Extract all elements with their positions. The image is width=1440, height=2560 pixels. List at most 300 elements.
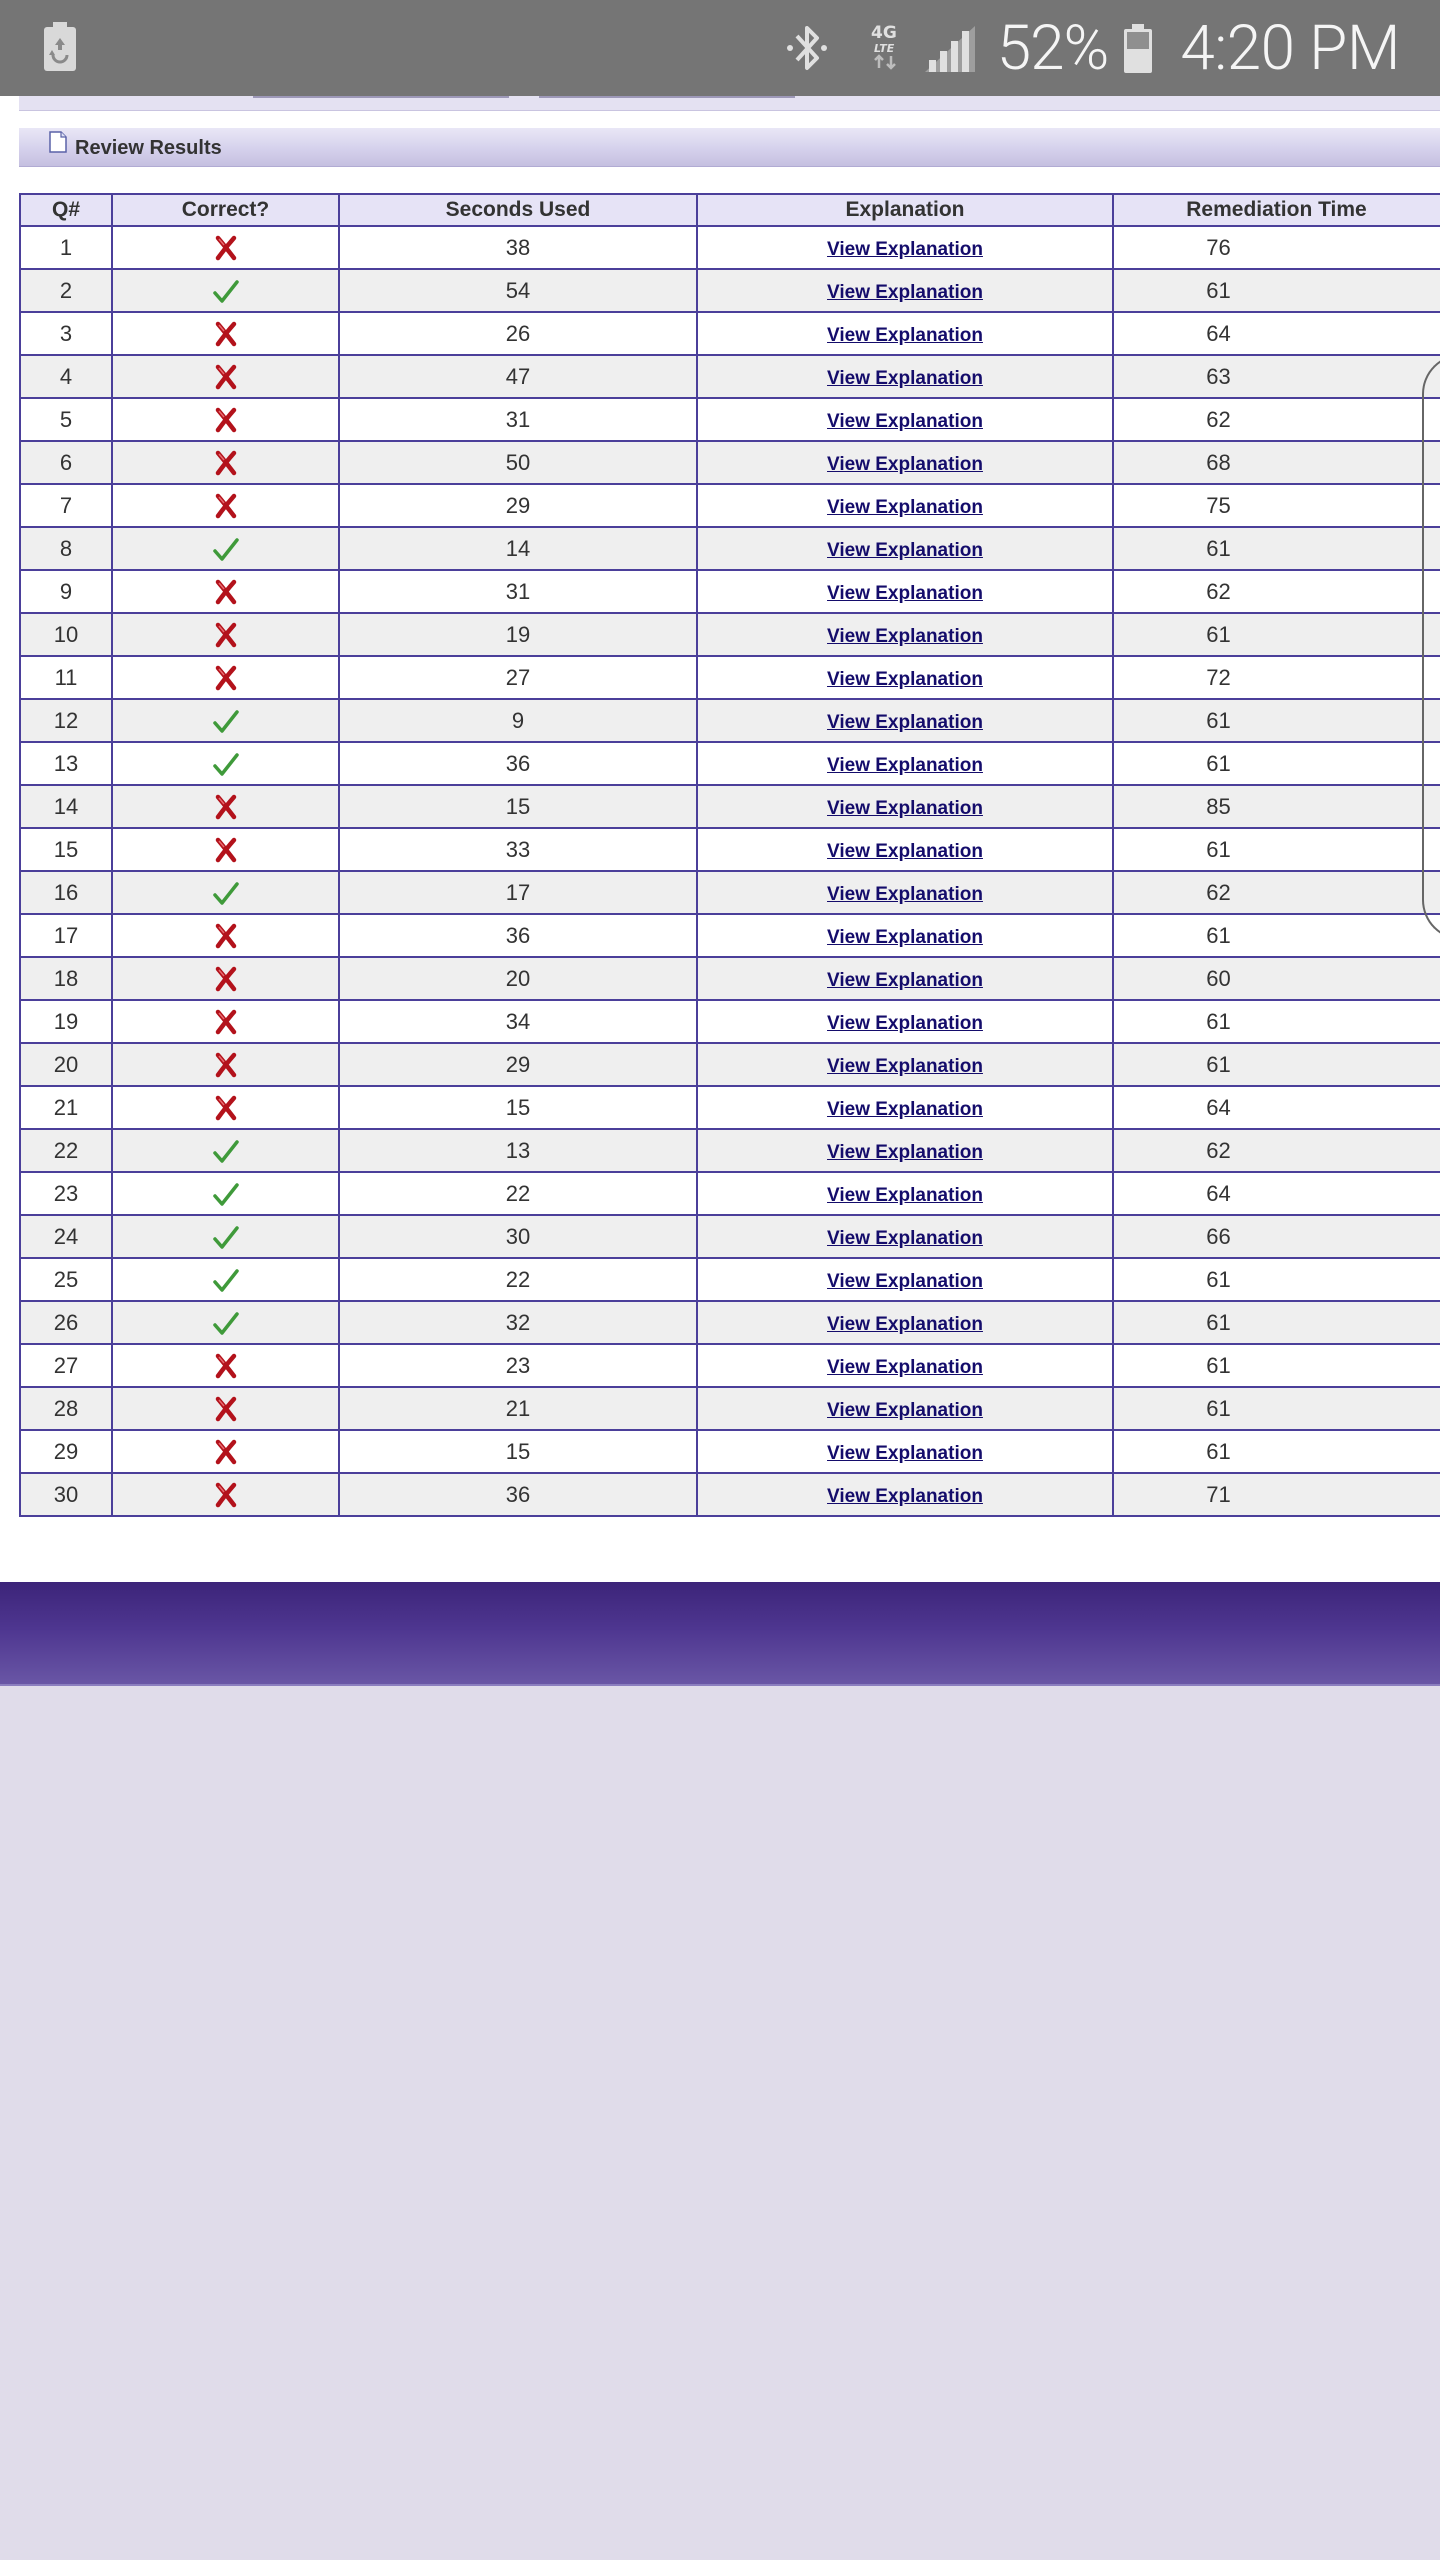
incorrect-x-icon xyxy=(214,579,238,605)
seconds-used-cell: 9 xyxy=(339,699,697,742)
bluetooth-icon xyxy=(785,20,829,76)
remediation-time-value: 62 xyxy=(1206,406,1231,432)
explanation-cell xyxy=(697,355,1113,398)
remediation-time-value: 61 xyxy=(1206,277,1231,303)
table-row xyxy=(20,1258,1440,1301)
footer-band xyxy=(0,1582,1440,1686)
remediation-time-cell xyxy=(1113,398,1440,441)
explanation-cell xyxy=(697,1430,1113,1473)
question-number-cell: 5 xyxy=(20,398,112,441)
correct-check-icon xyxy=(213,882,239,906)
question-number-cell: 30 xyxy=(20,1473,112,1516)
remediation-time-cell xyxy=(1113,1215,1440,1258)
table-row xyxy=(20,1000,1440,1043)
remediation-time-cell xyxy=(1113,699,1440,742)
correct-cell xyxy=(112,1258,339,1301)
question-number-cell: 17 xyxy=(20,914,112,957)
incorrect-x-icon xyxy=(214,923,238,949)
view-explanation-link[interactable]: View Explanation xyxy=(827,1098,983,1120)
view-explanation-link[interactable]: View Explanation xyxy=(827,1055,983,1077)
incorrect-x-icon xyxy=(214,1353,238,1379)
correct-check-icon xyxy=(213,753,239,777)
table-row xyxy=(20,1344,1440,1387)
remediation-time-value: 64 xyxy=(1206,1094,1231,1120)
question-number-cell: 19 xyxy=(20,1000,112,1043)
remediation-time-cell xyxy=(1113,914,1440,957)
explanation-cell xyxy=(697,441,1113,484)
correct-cell xyxy=(112,656,339,699)
question-number-cell: 13 xyxy=(20,742,112,785)
explanation-cell xyxy=(697,1086,1113,1129)
seconds-used-cell: 36 xyxy=(339,1473,697,1516)
seconds-used-cell: 29 xyxy=(339,484,697,527)
view-explanation-link[interactable]: View Explanation xyxy=(827,840,983,862)
question-number-cell: 18 xyxy=(20,957,112,1000)
table-row xyxy=(20,1086,1440,1129)
footer-highlight xyxy=(0,1684,1440,1686)
table-row xyxy=(20,269,1440,312)
table-row xyxy=(20,742,1440,785)
question-number-cell: 10 xyxy=(20,613,112,656)
incorrect-x-icon xyxy=(214,966,238,992)
incorrect-x-icon xyxy=(214,321,238,347)
explanation-cell xyxy=(697,527,1113,570)
correct-cell xyxy=(112,957,339,1000)
view-explanation-link[interactable]: View Explanation xyxy=(827,1012,983,1034)
seconds-used-cell: 36 xyxy=(339,742,697,785)
remediation-time-cell xyxy=(1113,1043,1440,1086)
table-row xyxy=(20,871,1440,914)
remediation-time-cell xyxy=(1113,828,1440,871)
correct-cell xyxy=(112,1473,339,1516)
correct-cell xyxy=(112,269,339,312)
battery-saver-icon xyxy=(42,22,78,72)
correct-cell xyxy=(112,742,339,785)
correct-cell xyxy=(112,699,339,742)
correct-cell xyxy=(112,1086,339,1129)
table-row xyxy=(20,570,1440,613)
correct-check-icon xyxy=(213,1269,239,1293)
seconds-used-cell: 30 xyxy=(339,1215,697,1258)
page-content xyxy=(0,96,1440,1582)
remediation-time-cell xyxy=(1113,441,1440,484)
results-table xyxy=(19,193,1440,1517)
correct-cell xyxy=(112,226,339,269)
incorrect-x-icon xyxy=(214,450,238,476)
correct-check-icon xyxy=(213,710,239,734)
explanation-cell xyxy=(697,269,1113,312)
battery-percent: 52% xyxy=(996,11,1109,85)
table-row xyxy=(20,312,1440,355)
view-explanation-link[interactable]: View Explanation xyxy=(827,453,983,475)
view-explanation-link[interactable]: View Explanation xyxy=(827,367,983,389)
results-table-container[interactable] xyxy=(19,193,1440,1621)
correct-cell xyxy=(112,398,339,441)
remediation-time-cell xyxy=(1113,355,1440,398)
remediation-time-cell xyxy=(1113,1086,1440,1129)
correct-cell xyxy=(112,871,339,914)
remediation-time-cell xyxy=(1113,1000,1440,1043)
seconds-used-cell: 31 xyxy=(339,570,697,613)
header-correct: Correct? xyxy=(112,194,339,226)
question-number-cell: 1 xyxy=(20,226,112,269)
remediation-time-value: 64 xyxy=(1206,1180,1231,1206)
battery-icon xyxy=(1122,20,1154,76)
incorrect-x-icon xyxy=(214,1009,238,1035)
seconds-used-cell: 32 xyxy=(339,1301,697,1344)
incorrect-x-icon xyxy=(214,407,238,433)
remediation-time-value: 61 xyxy=(1206,836,1231,862)
view-explanation-link[interactable]: View Explanation xyxy=(827,1227,983,1249)
header-seconds-used: Seconds Used xyxy=(339,194,697,226)
view-explanation-link[interactable]: View Explanation xyxy=(827,539,983,561)
correct-cell xyxy=(112,1172,339,1215)
question-number-cell: 11 xyxy=(20,656,112,699)
seconds-used-cell: 29 xyxy=(339,1043,697,1086)
seconds-used-cell: 33 xyxy=(339,828,697,871)
seconds-used-cell: 22 xyxy=(339,1172,697,1215)
seconds-used-cell: 50 xyxy=(339,441,697,484)
correct-cell xyxy=(112,1344,339,1387)
correct-cell xyxy=(112,1301,339,1344)
question-number-cell: 29 xyxy=(20,1430,112,1473)
header-explanation: Explanation xyxy=(697,194,1113,226)
remediation-time-cell xyxy=(1113,656,1440,699)
seconds-used-cell: 14 xyxy=(339,527,697,570)
remediation-time-value: 61 xyxy=(1206,1051,1231,1077)
view-explanation-link[interactable]: View Explanation xyxy=(827,711,983,733)
seconds-used-cell: 21 xyxy=(339,1387,697,1430)
explanation-cell xyxy=(697,1344,1113,1387)
table-row xyxy=(20,1215,1440,1258)
question-number-cell: 3 xyxy=(20,312,112,355)
remediation-time-value: 61 xyxy=(1206,1008,1231,1034)
panel-title: Review Results xyxy=(75,137,222,159)
correct-cell xyxy=(112,312,339,355)
explanation-cell xyxy=(697,828,1113,871)
explanation-cell xyxy=(697,484,1113,527)
view-explanation-link[interactable]: View Explanation xyxy=(827,496,983,518)
table-row xyxy=(20,914,1440,957)
table-row xyxy=(20,957,1440,1000)
remediation-time-cell xyxy=(1113,1172,1440,1215)
incorrect-x-icon xyxy=(214,1439,238,1465)
seconds-used-cell: 15 xyxy=(339,1430,697,1473)
table-row xyxy=(20,1129,1440,1172)
explanation-cell xyxy=(697,742,1113,785)
table-row xyxy=(20,527,1440,570)
question-number-cell: 28 xyxy=(20,1387,112,1430)
explanation-cell xyxy=(697,785,1113,828)
question-number-cell: 8 xyxy=(20,527,112,570)
explanation-cell xyxy=(697,1129,1113,1172)
header-remediation-time xyxy=(1113,194,1440,226)
view-explanation-link[interactable]: View Explanation xyxy=(827,410,983,432)
incorrect-x-icon xyxy=(214,1052,238,1078)
explanation-cell xyxy=(697,1258,1113,1301)
incorrect-x-icon xyxy=(214,364,238,390)
results-table-body xyxy=(20,226,1440,1516)
seconds-used-cell: 54 xyxy=(339,269,697,312)
view-explanation-link[interactable]: View Explanation xyxy=(827,281,983,303)
view-explanation-link[interactable]: View Explanation xyxy=(827,625,983,647)
view-explanation-link[interactable]: View Explanation xyxy=(827,926,983,948)
remediation-time-value: 61 xyxy=(1206,621,1231,647)
table-row xyxy=(20,828,1440,871)
correct-check-icon xyxy=(213,538,239,562)
seconds-used-cell: 36 xyxy=(339,914,697,957)
correct-cell xyxy=(112,1215,339,1258)
explanation-cell xyxy=(697,957,1113,1000)
remediation-time-cell xyxy=(1113,1473,1440,1516)
view-explanation-link[interactable]: View Explanation xyxy=(827,324,983,346)
remediation-time-cell xyxy=(1113,871,1440,914)
side-bracket-graphic xyxy=(1422,354,1440,940)
remediation-time-value: 61 xyxy=(1206,535,1231,561)
remediation-time-cell xyxy=(1113,570,1440,613)
correct-cell xyxy=(112,570,339,613)
view-explanation-link[interactable]: View Explanation xyxy=(827,1270,983,1292)
correct-cell xyxy=(112,1043,339,1086)
correct-cell xyxy=(112,1430,339,1473)
remediation-time-cell xyxy=(1113,1129,1440,1172)
correct-cell xyxy=(112,613,339,656)
remediation-time-cell xyxy=(1113,269,1440,312)
explanation-cell xyxy=(697,570,1113,613)
correct-cell xyxy=(112,828,339,871)
correct-cell xyxy=(112,355,339,398)
remediation-time-value: 61 xyxy=(1206,707,1231,733)
remediation-time-value: 85 xyxy=(1206,793,1231,819)
question-number-cell: 7 xyxy=(20,484,112,527)
question-number-cell: 20 xyxy=(20,1043,112,1086)
table-header-row xyxy=(20,194,1440,226)
tab-edge xyxy=(539,96,795,98)
remediation-time-value: 75 xyxy=(1206,492,1231,518)
header-remediation-label: Remediation Time xyxy=(1186,198,1367,221)
remediation-time-cell xyxy=(1113,1258,1440,1301)
question-number-cell: 16 xyxy=(20,871,112,914)
incorrect-x-icon xyxy=(214,1396,238,1422)
question-number-cell: 21 xyxy=(20,1086,112,1129)
review-results-header xyxy=(19,128,1440,167)
question-number-cell: 4 xyxy=(20,355,112,398)
remediation-time-value: 61 xyxy=(1206,1438,1231,1464)
clock-time: 4:20 PM xyxy=(1180,11,1400,85)
remediation-time-value: 61 xyxy=(1206,1395,1231,1421)
table-row xyxy=(20,1430,1440,1473)
explanation-cell xyxy=(697,699,1113,742)
table-row xyxy=(20,1172,1440,1215)
correct-cell xyxy=(112,1129,339,1172)
remediation-time-cell xyxy=(1113,484,1440,527)
remediation-time-cell xyxy=(1113,1387,1440,1430)
question-number-cell: 14 xyxy=(20,785,112,828)
remediation-time-value: 60 xyxy=(1206,965,1231,991)
explanation-cell xyxy=(697,226,1113,269)
remediation-time-value: 66 xyxy=(1206,1223,1231,1249)
seconds-used-cell: 34 xyxy=(339,1000,697,1043)
remediation-time-cell xyxy=(1113,957,1440,1000)
table-row xyxy=(20,398,1440,441)
explanation-cell xyxy=(697,914,1113,957)
seconds-used-cell: 38 xyxy=(339,226,697,269)
remediation-time-value: 61 xyxy=(1206,750,1231,776)
explanation-cell xyxy=(697,1043,1113,1086)
remediation-time-value: 72 xyxy=(1206,664,1231,690)
remediation-time-value: 61 xyxy=(1206,1352,1231,1378)
correct-cell xyxy=(112,914,339,957)
seconds-used-cell: 20 xyxy=(339,957,697,1000)
view-explanation-link[interactable]: View Explanation xyxy=(827,1313,983,1335)
correct-cell xyxy=(112,1387,339,1430)
view-explanation-link[interactable]: View Explanation xyxy=(827,754,983,776)
remediation-time-value: 64 xyxy=(1206,320,1231,346)
question-number-cell: 25 xyxy=(20,1258,112,1301)
question-number-cell: 12 xyxy=(20,699,112,742)
remediation-time-cell xyxy=(1113,1430,1440,1473)
correct-check-icon xyxy=(213,1140,239,1164)
remediation-time-value: 61 xyxy=(1206,1309,1231,1335)
seconds-used-cell: 13 xyxy=(339,1129,697,1172)
seconds-used-cell: 17 xyxy=(339,871,697,914)
table-row xyxy=(20,613,1440,656)
table-row xyxy=(20,484,1440,527)
correct-cell xyxy=(112,441,339,484)
correct-check-icon xyxy=(213,1226,239,1250)
seconds-used-cell: 31 xyxy=(339,398,697,441)
correct-check-icon xyxy=(213,280,239,304)
seconds-used-cell: 23 xyxy=(339,1344,697,1387)
status-bar xyxy=(0,0,1440,96)
remediation-time-cell xyxy=(1113,785,1440,828)
view-explanation-link[interactable]: View Explanation xyxy=(827,1184,983,1206)
remediation-time-value: 68 xyxy=(1206,449,1231,475)
explanation-cell xyxy=(697,1473,1113,1516)
svg-text:LTE: LTE xyxy=(873,42,894,55)
top-tab-strip xyxy=(19,96,1440,111)
table-row xyxy=(20,656,1440,699)
table-row xyxy=(20,699,1440,742)
correct-cell xyxy=(112,484,339,527)
seconds-used-cell: 15 xyxy=(339,1086,697,1129)
seconds-used-cell: 22 xyxy=(339,1258,697,1301)
question-number-cell: 22 xyxy=(20,1129,112,1172)
view-explanation-link[interactable]: View Explanation xyxy=(827,969,983,991)
seconds-used-cell: 15 xyxy=(339,785,697,828)
correct-cell xyxy=(112,527,339,570)
explanation-cell xyxy=(697,312,1113,355)
table-row xyxy=(20,785,1440,828)
signal-icon xyxy=(923,20,979,76)
remediation-time-value: 62 xyxy=(1206,578,1231,604)
explanation-cell xyxy=(697,1215,1113,1258)
svg-text:4G: 4G xyxy=(870,23,897,43)
remediation-time-value: 63 xyxy=(1206,363,1231,389)
question-number-cell: 9 xyxy=(20,570,112,613)
table-row xyxy=(20,226,1440,269)
explanation-cell xyxy=(697,1172,1113,1215)
question-number-cell: 23 xyxy=(20,1172,112,1215)
table-row xyxy=(20,1043,1440,1086)
correct-check-icon xyxy=(213,1312,239,1336)
explanation-cell xyxy=(697,871,1113,914)
view-explanation-link[interactable]: View Explanation xyxy=(827,1141,983,1163)
seconds-used-cell: 47 xyxy=(339,355,697,398)
explanation-cell xyxy=(697,1387,1113,1430)
incorrect-x-icon xyxy=(214,837,238,863)
table-row xyxy=(20,1301,1440,1344)
question-number-cell: 24 xyxy=(20,1215,112,1258)
incorrect-x-icon xyxy=(214,1482,238,1508)
question-number-cell: 27 xyxy=(20,1344,112,1387)
view-explanation-link[interactable]: View Explanation xyxy=(827,883,983,905)
correct-cell xyxy=(112,1000,339,1043)
explanation-cell xyxy=(697,613,1113,656)
question-number-cell: 2 xyxy=(20,269,112,312)
remediation-time-value: 61 xyxy=(1206,1266,1231,1292)
incorrect-x-icon xyxy=(214,235,238,261)
remediation-time-cell xyxy=(1113,527,1440,570)
remediation-time-value: 71 xyxy=(1206,1481,1231,1507)
seconds-used-cell: 26 xyxy=(339,312,697,355)
question-number-cell: 26 xyxy=(20,1301,112,1344)
incorrect-x-icon xyxy=(214,622,238,648)
view-explanation-link[interactable]: View Explanation xyxy=(827,668,983,690)
remediation-time-value: 61 xyxy=(1206,922,1231,948)
explanation-cell xyxy=(697,1301,1113,1344)
incorrect-x-icon xyxy=(214,1095,238,1121)
remediation-time-value: 62 xyxy=(1206,1137,1231,1163)
remediation-time-cell xyxy=(1113,312,1440,355)
remediation-time-value: 62 xyxy=(1206,879,1231,905)
incorrect-x-icon xyxy=(214,794,238,820)
document-icon xyxy=(49,131,67,153)
question-number-cell: 6 xyxy=(20,441,112,484)
incorrect-x-icon xyxy=(214,665,238,691)
table-row xyxy=(20,355,1440,398)
view-explanation-link[interactable]: View Explanation xyxy=(827,238,983,260)
explanation-cell xyxy=(697,398,1113,441)
view-explanation-link[interactable]: View Explanation xyxy=(827,1442,983,1464)
remediation-time-cell xyxy=(1113,742,1440,785)
view-explanation-link[interactable]: View Explanation xyxy=(827,1399,983,1421)
explanation-cell xyxy=(697,656,1113,699)
correct-check-icon xyxy=(213,1183,239,1207)
remediation-time-cell xyxy=(1113,226,1440,269)
incorrect-x-icon xyxy=(214,493,238,519)
view-explanation-link[interactable]: View Explanation xyxy=(827,797,983,819)
remediation-time-cell xyxy=(1113,1301,1440,1344)
seconds-used-cell: 19 xyxy=(339,613,697,656)
question-number-cell: 15 xyxy=(20,828,112,871)
remediation-time-value: 76 xyxy=(1206,234,1231,260)
view-explanation-link[interactable]: View Explanation xyxy=(827,582,983,604)
explanation-cell xyxy=(697,1000,1113,1043)
seconds-used-cell: 27 xyxy=(339,656,697,699)
correct-cell xyxy=(112,785,339,828)
table-row xyxy=(20,441,1440,484)
view-explanation-link[interactable]: View Explanation xyxy=(827,1485,983,1507)
remediation-time-cell xyxy=(1113,1344,1440,1387)
remediation-time-cell xyxy=(1113,613,1440,656)
table-row xyxy=(20,1387,1440,1430)
lte-icon xyxy=(869,20,903,76)
header-question-number: Q# xyxy=(20,194,112,226)
view-explanation-link[interactable]: View Explanation xyxy=(827,1356,983,1378)
table-row xyxy=(20,1473,1440,1516)
tab-edge xyxy=(253,96,509,98)
